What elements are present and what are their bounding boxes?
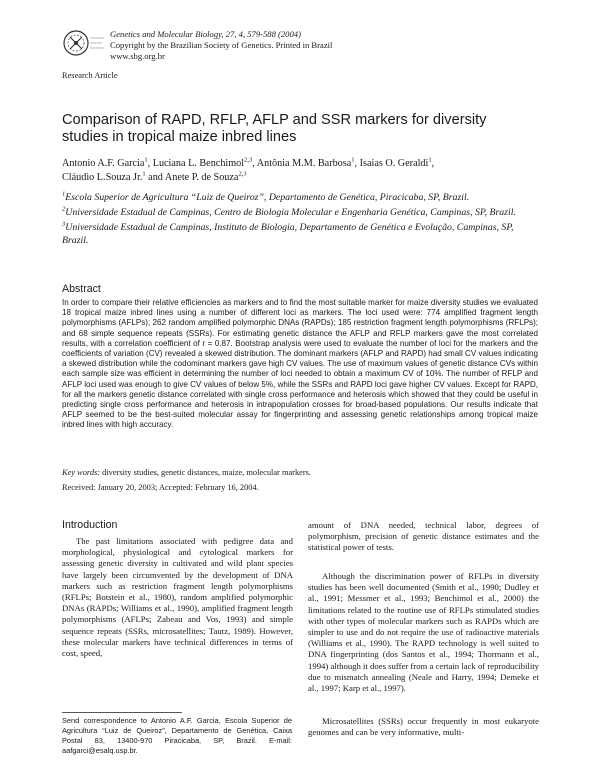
journal-website[interactable]: www.sbg.org.br xyxy=(110,51,165,61)
keywords xyxy=(62,468,538,477)
introduction-paragraph: Although the discrimination power of RFLPs in diversity studies has been well documented (Smith et al., 1990; Dudley et al., 1991; Messmer et al., 1993; Benchimol et al., 2000) the limitations related to the routine use of RFLPs stimulated studies with other types of molecular markers such as RAPDs which are simpler to use and do not require the use of radioactive materials (Williams et al., 1990). The RAPD technology is well suited to DNA fingerprinting (dos Santos et al., 1994; Thormann et al., 1994) although it does suffer from a certain lack of reproducibility due to mismatch annealing (Neale and Harry, 1994; Demeke et al., 1997; Karp et al., 1997). xyxy=(308,571,539,694)
abstract-text: In order to compare their relative efficiencies as markers and to find the most suitable marker for maize diversity studies we evaluated 18 tropical maize inbred lines using a number of different loci as markers. The loci used were: 774 amplified fragment length polymorphisms (AFLPs); 262 random amplified polymorphic DNAs (RAPDs); 185 restriction fragment length polymorphisms (RFLPs); and 68 simple sequence repeats (SSRs). For estimating genetic distance the AFLP and RFLP markers gave the most correlated results, with a correlation coefficient of r = 0.87. Bootstrap analysis were used to evaluate the number of loci for the markers and the coefficients of variation (CV) revealed a skewed distribution. The dominant markers (AFLP and RAPD) had small CV values indicating a skewed distribution while the codominant markers gave high CV values. The use of maximum values of genetic distance CVs within each sample size was efficient in determining the number of loci needed to obtain a maximum CV of 10%. The number of RFLP and AFLP loci used was enough to give CV values of below 5%, while the SSRs and RAPD loci gave higher CV values. Except for RAPD, for all the markers genetic distance correlated with single cross performance and heterosis which showed that they could be useful in predicting single cross performance and heterosis in intrapopulation crosses for broad-based populations. Our results indicate that AFLP seemed to be the best-suited molecular assay for fingerprinting and assessing genetic relationships among tropical maize inbred lines with high accuracy. xyxy=(62,298,538,430)
abstract-heading: Abstract xyxy=(62,283,101,295)
author-affiliation-mark: 1 xyxy=(351,156,355,164)
introduction-paragraph: The past limitations associated with pedigree data and morphological, physiological and cytological markers for assessing genetic diversity in cultivated and wild plant species have largely been circumvented by the development of DNA markers such as restriction fragment length polymorphisms (RFLPs; Botstein et al., 1980), random amplified polymorphic DNAs (RAPDs; Williams et al., 1990), amplified fragment length polymorphisms (AFLPs; Zabeau and Vos, 1993) and simple sequence repeats (SSRs, microsatellites; Tautz, 1989). However, these molecular markers have technical differences in terms of cost, speed, xyxy=(62,536,293,659)
introduction-heading: Introduction xyxy=(62,519,118,531)
author-affiliation-mark: 1 xyxy=(428,156,432,164)
affiliation-number: 2 xyxy=(62,205,66,213)
author-affiliation-mark: 1 xyxy=(142,170,146,178)
author-name: Anete P. de Souza xyxy=(164,171,239,183)
affiliation-text: Escola Superior de Agricultura “Luiz de Queiroz”, Departamento de Genética, Piracicaba, SP, Brazil. xyxy=(65,192,470,203)
introduction-paragraph-continued: amount of DNA needed, technical labor, degrees of polymorphism, precision of genetic distance estimates and the statistical power of tests. xyxy=(308,520,539,553)
author-name: Luciana L. Benchimol xyxy=(152,158,245,169)
author-name: Antônia M.M. Barbosa xyxy=(256,158,352,169)
affiliation xyxy=(62,221,542,247)
author-affiliation-mark: 2,3 xyxy=(238,170,247,178)
sbg-logo xyxy=(62,28,106,58)
copyright-line: Copyright by the Brazilian Society of Genetics. Printed in Brazil xyxy=(110,40,333,50)
author-name: Cláudio L.Souza Jr. xyxy=(62,171,143,183)
journal-header xyxy=(110,29,332,62)
article-type: Research Article xyxy=(62,71,118,80)
author-list: Antonio A.F. Garcia$^1$, Luciana L. Benchimol$^{2,3}$, Antônia M.M. Barbosa$^1$, Isaias O. Geraldi$^1$, Cláudio L.Souza Jr.$^1$ and Anete P. de Souza$^{2,3}$ xyxy=(62,156,435,183)
introduction-paragraph: Microsatellites (SSRs) occur frequently in most eukaryote genomes and can be very informative, multi- xyxy=(308,716,539,738)
author-affiliation-mark: 1 xyxy=(144,156,148,164)
author-name: Antonio A.F. Garcia xyxy=(62,158,145,169)
keywords-label: Key words: xyxy=(62,468,101,477)
affiliation xyxy=(62,191,542,204)
author-affiliation-mark: 2,3 xyxy=(244,156,253,164)
affiliation-list xyxy=(62,191,542,249)
correspondence-footnote: Send correspondence to Antonio A.F. Garcia, Escola Superior de Agricultura “Luiz de Queiroz”, Departamento de Genética, Caixa Postal 83, 13400-970 Piracicaba, SP, Brazil. E-mail: aafgarci@esalq.usp.br. xyxy=(62,716,292,755)
paper-title: Comparison of RAPD, RFLP, AFLP and SSR markers for diversity studies in tropical maize inbred lines xyxy=(62,112,487,145)
journal-citation: Genetics and Molecular Biology, 27, 4, 579-588 (2004) xyxy=(110,29,301,39)
affiliation xyxy=(62,206,542,219)
affiliation-text: Universidade Estadual de Campinas, Centro de Biologia Molecular e Engenharia Genética, Campinas, SP, Brazil. xyxy=(65,207,516,218)
author-name: Isaias O. Geraldi xyxy=(359,158,429,169)
affiliation-number: 3 xyxy=(62,220,66,228)
affiliation-text: Universidade Estadual de Campinas, Instituto de Biologia, Departamento de Genética e Evolução, Campinas, SP, Brazil. xyxy=(62,222,514,246)
keywords-text: diversity studies, genetic distances, maize, molecular markers. xyxy=(102,468,312,477)
received-dates: Received: January 20, 2003; Accepted: February 16, 2004. xyxy=(62,483,259,492)
footnote-divider xyxy=(62,712,182,713)
affiliation-number: 1 xyxy=(62,190,66,198)
